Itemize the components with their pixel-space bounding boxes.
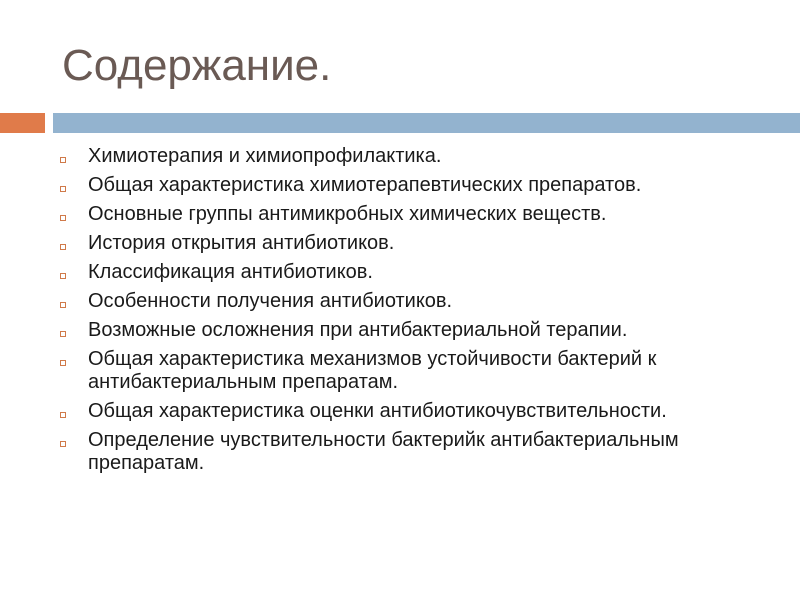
contents-list bbox=[58, 145, 718, 481]
square-bullet-icon bbox=[60, 302, 66, 308]
list-item bbox=[58, 145, 718, 168]
square-bullet-icon bbox=[60, 186, 66, 192]
list-item bbox=[58, 203, 718, 226]
square-bullet-icon bbox=[60, 412, 66, 418]
list-item-text: Общая характеристика химиотерапевтических препаратов. bbox=[88, 174, 642, 196]
list-item bbox=[58, 400, 718, 423]
list-item-text: Определение чувствительности бактерийк антибактериальным препаратам. bbox=[88, 429, 679, 474]
square-bullet-icon bbox=[60, 157, 66, 163]
square-bullet-icon bbox=[60, 215, 66, 221]
list-item bbox=[58, 232, 718, 255]
list-item-text: Общая характеристика механизмов устойчивости бактерий к антибактериальным препаратам. bbox=[88, 348, 657, 393]
list-item bbox=[58, 348, 718, 394]
list-item-text: Химиотерапия и химиопрофилактика. bbox=[88, 145, 442, 167]
square-bullet-icon bbox=[60, 331, 66, 337]
list-item-text: Классификация антибиотиков. bbox=[88, 261, 373, 283]
slide-title: Содержание. bbox=[62, 41, 332, 90]
title-divider-bar bbox=[53, 113, 800, 133]
list-item-text: Особенности получения антибиотиков. bbox=[88, 290, 453, 312]
list-item bbox=[58, 261, 718, 284]
square-bullet-icon bbox=[60, 441, 66, 447]
list-item-text: Возможные осложнения при антибактериальной терапии. bbox=[88, 319, 628, 341]
list-item bbox=[58, 174, 718, 197]
square-bullet-icon bbox=[60, 273, 66, 279]
square-bullet-icon bbox=[60, 360, 66, 366]
list-item-text: История открытия антибиотиков. bbox=[88, 232, 395, 254]
list-item bbox=[58, 319, 718, 342]
title-accent-bar bbox=[0, 113, 45, 133]
list-item-text: Основные группы антимикробных химических веществ. bbox=[88, 203, 607, 225]
square-bullet-icon bbox=[60, 244, 66, 250]
list-item bbox=[58, 290, 718, 313]
list-item bbox=[58, 429, 718, 475]
list-item-text: Общая характеристика оценки антибиотикочувствительности. bbox=[88, 400, 667, 422]
